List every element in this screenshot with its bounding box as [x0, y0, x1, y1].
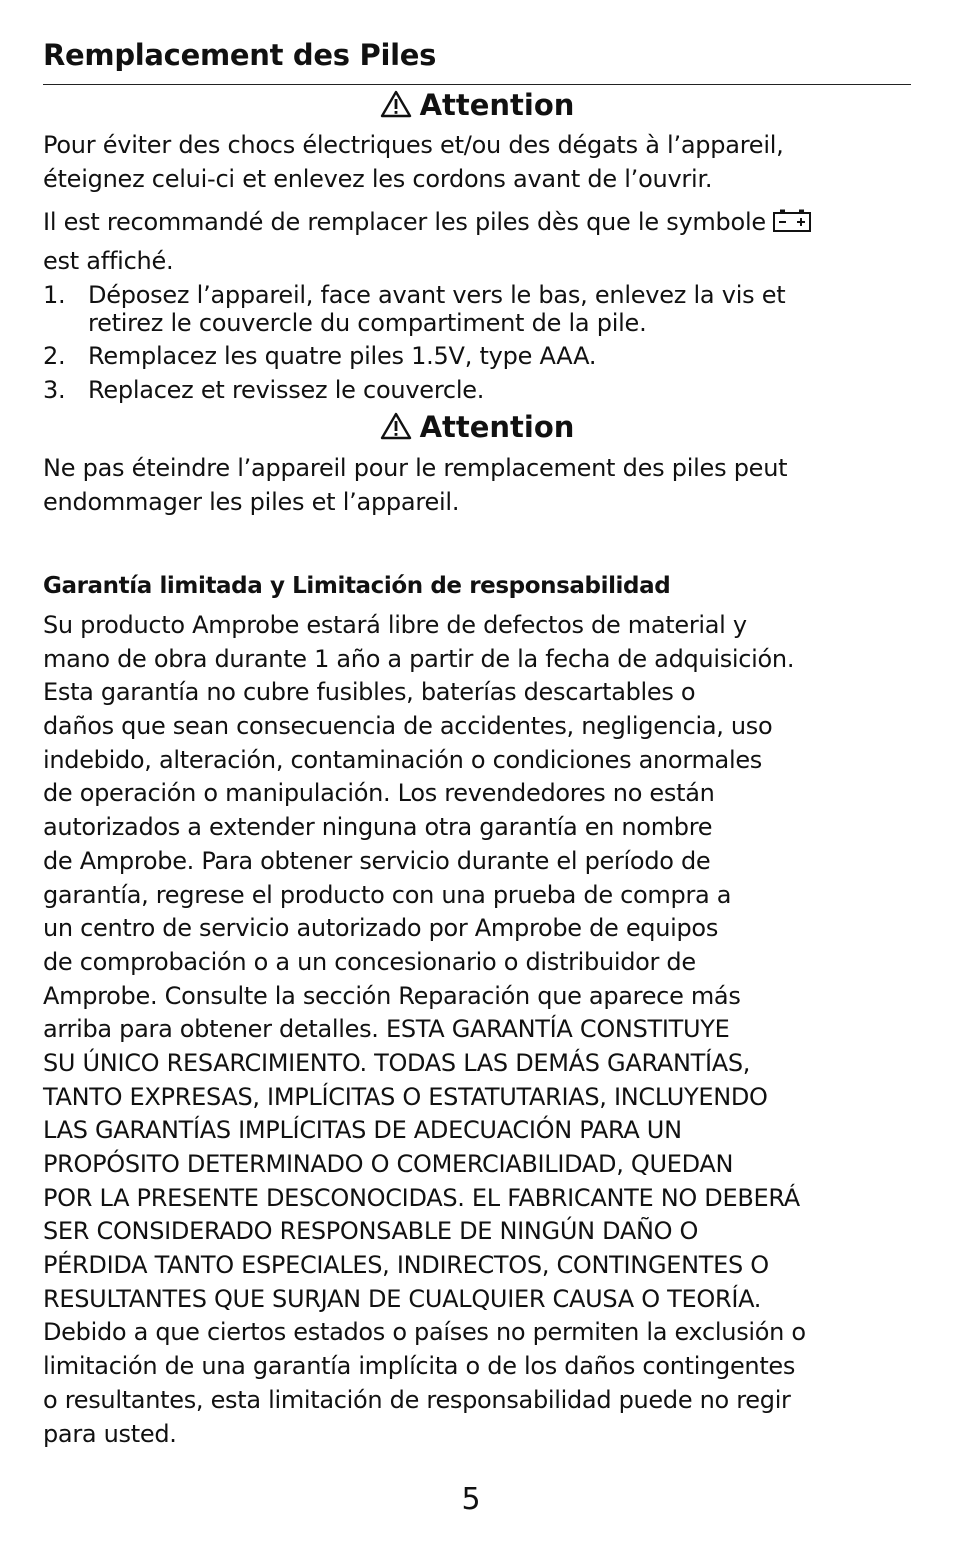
text-line: de comprobación o a un concesionario o distribuidor de: [43, 947, 696, 976]
recommend-line-1: Il est recommandé de remplacer les piles dès que le symbole: [43, 208, 766, 236]
text-line: Pour éviter des chocs électriques et/ou des dégats à l’appareil,: [43, 131, 784, 159]
battery-icon: [772, 209, 812, 233]
step-text: [88, 342, 596, 370]
attention-label: Attention: [419, 88, 575, 122]
step-number: 2.: [43, 342, 66, 370]
warning-triangle-icon: [380, 90, 412, 118]
text-line: SER CONSIDERADO RESPONSABLE DE NINGÚN DAÑO O: [43, 1217, 699, 1246]
recommendation-text: [43, 205, 812, 278]
step-number: 3.: [43, 376, 66, 404]
text-line: de operación o manipulación. Los revendedores no están: [43, 779, 715, 808]
step-text: [88, 376, 484, 404]
warranty-title: Garantía limitada y Limitación de responsabilidad: [43, 573, 671, 599]
warning-text-2: [43, 451, 787, 519]
text-line: Esta garantía no cubre fusibles, baterías descartables o: [43, 678, 696, 707]
text-line: o resultantes, esta limitación de responsabilidad puede no regir: [43, 1385, 791, 1414]
text-line: retirez le couvercle du compartiment de la pile.: [88, 309, 647, 337]
text-line: PÉRDIDA TANTO ESPECIALES, INDIRECTOS, CONTINGENTES O: [43, 1251, 769, 1280]
text-line: PROPÓSITO DETERMINADO O COMERCIABILIDAD, QUEDAN: [43, 1150, 734, 1178]
text-line: arriba para obtener detalles. ESTA GARANTÍA CONSTITUYE: [43, 1015, 730, 1044]
text-line: Replacez et revissez le couvercle.: [88, 376, 485, 404]
text-line: Debido a que ciertos estados o países no permiten la exclusión o: [43, 1318, 806, 1347]
attention-heading-2: [43, 410, 911, 444]
text-line: Amprobe. Consulte la sección Reparación que aparece más: [43, 981, 741, 1010]
attention-heading-1: [43, 88, 911, 122]
text-line: mano de obra durante 1 año a partir de la fecha de adquisición.: [43, 644, 795, 673]
text-line: SU ÚNICO RESARCIMIENTO. TODAS LAS DEMÁS GARANTÍAS,: [43, 1048, 751, 1077]
text-line: endommager les piles et l’appareil.: [43, 488, 460, 516]
text-line: de Amprobe. Para obtener servicio durante el período de: [43, 846, 711, 875]
text-line: autorizados a extender ninguna otra garantía en nombre: [43, 813, 713, 842]
text-line: limitación de una garantía implícita o de los daños contingentes: [43, 1352, 796, 1381]
text-line: est affiché.: [43, 247, 174, 275]
step-text: [88, 281, 785, 337]
text-line: RESULTANTES QUE SURJAN DE CUALQUIER CAUSA O TEORÍA.: [43, 1284, 762, 1313]
text-line: [43, 205, 812, 239]
text-line: Remplacez les quatre piles 1.5V, type AAA.: [88, 342, 597, 370]
text-line: garantía, regrese el producto con una prueba de compra a: [43, 880, 732, 909]
text-line: POR LA PRESENTE DESCONOCIDAS. EL FABRICANTE NO DEBERÁ: [43, 1183, 800, 1212]
attention-label: Attention: [419, 410, 575, 444]
step-number: 1.: [43, 281, 66, 309]
page-number: 5: [461, 1482, 481, 1517]
text-line: indebido, alteración, contaminación o condiciones anormales: [43, 745, 762, 774]
text-line: para usted.: [43, 1419, 177, 1448]
text-line: Déposez l’appareil, face avant vers le bas, enlevez la vis et: [88, 281, 786, 309]
text-line: éteignez celui-ci et enlevez les cordons avant de l’ouvrir.: [43, 165, 713, 193]
text-line: Su producto Amprobe estará libre de defectos de material y: [43, 611, 747, 639]
text-line: daños que sean consecuencia de accidentes, negligencia, uso: [43, 712, 773, 741]
text-line: LAS GARANTÍAS IMPLÍCITAS DE ADECUACIÓN PARA UN: [43, 1116, 682, 1145]
section-title: Remplacement des Piles: [43, 38, 437, 72]
text-line: Ne pas éteindre l’appareil pour le remplacement des piles peut: [43, 454, 788, 482]
title-divider: [43, 84, 911, 85]
warranty-body: [43, 609, 806, 1451]
text-line: un centro de servicio autorizado por Amprobe de equipos: [43, 914, 719, 943]
warning-text-1: [43, 128, 784, 196]
warning-triangle-icon: [380, 412, 412, 440]
text-line: TANTO EXPRESAS, IMPLÍCITAS O ESTATUTARIAS, INCLUYENDO: [43, 1082, 768, 1111]
